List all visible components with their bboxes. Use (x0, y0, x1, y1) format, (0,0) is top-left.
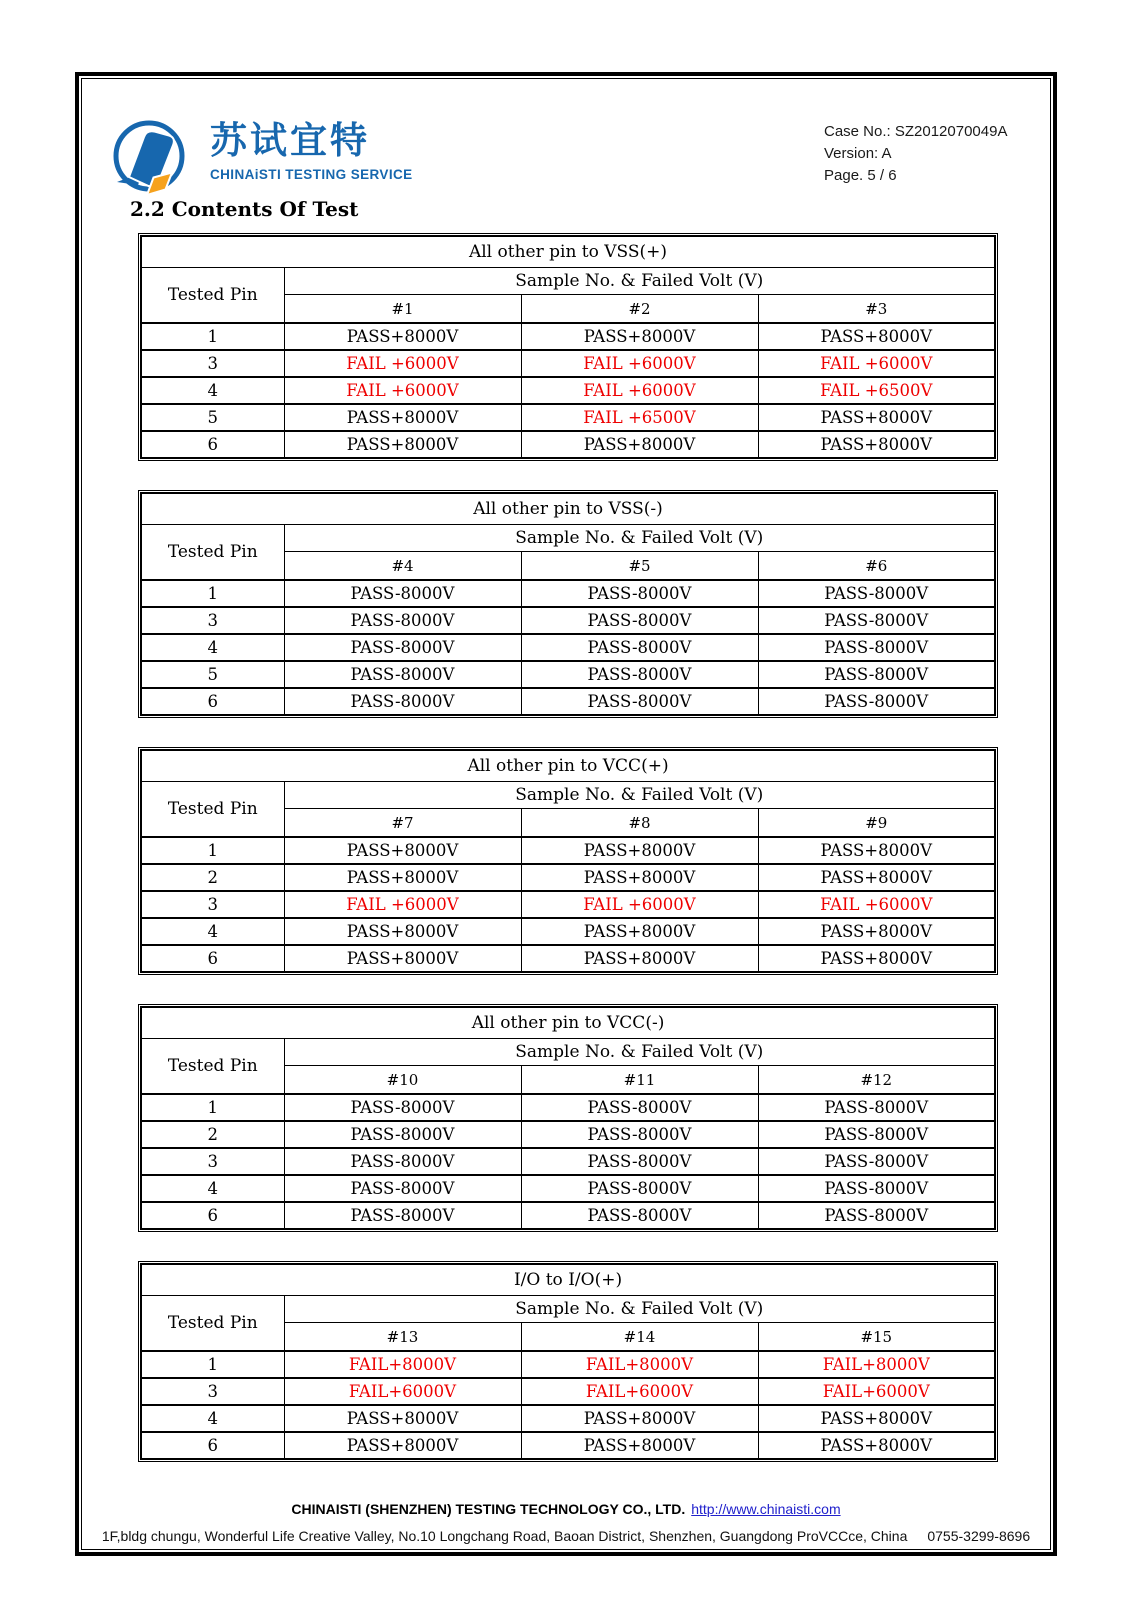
table-row (141, 404, 995, 431)
pin-cell: 1 (141, 837, 284, 864)
result-cell: PASS-8000V (758, 1202, 995, 1229)
result-cell: FAIL +6000V (284, 891, 521, 918)
result-cell: FAIL+6000V (284, 1378, 521, 1405)
table-row (141, 661, 995, 688)
tested-pin-header: Tested Pin (141, 782, 284, 838)
result-cell: PASS-8000V (521, 607, 758, 634)
result-cell: FAIL +6000V (521, 377, 758, 404)
table-header-row (141, 1296, 995, 1323)
pin-cell: 3 (141, 350, 284, 377)
result-cell: PASS-8000V (758, 1094, 995, 1121)
result-cell: PASS+8000V (758, 945, 995, 972)
result-cell: PASS-8000V (758, 1148, 995, 1175)
result-cell: PASS+8000V (758, 323, 995, 350)
result-cell: PASS+8000V (521, 323, 758, 350)
sample-span-header: Sample No. & Failed Volt (V) (284, 268, 995, 295)
table-row (141, 1351, 995, 1378)
result-cell: FAIL +6000V (521, 350, 758, 377)
pin-cell: 5 (141, 661, 284, 688)
result-cell: PASS-8000V (521, 1094, 758, 1121)
test-table-2 (140, 492, 996, 716)
pin-cell: 3 (141, 1148, 284, 1175)
result-cell: FAIL +6500V (758, 377, 995, 404)
version-label: Version: A (824, 145, 892, 162)
pin-cell: 5 (141, 404, 284, 431)
sample-span-header: Sample No. & Failed Volt (V) (284, 1039, 995, 1066)
pin-cell: 2 (141, 864, 284, 891)
table-header-row (141, 1039, 995, 1066)
table-row (141, 864, 995, 891)
result-cell: FAIL +6500V (521, 404, 758, 431)
table-row (141, 580, 995, 607)
result-cell: PASS-8000V (284, 1094, 521, 1121)
sample-span-header: Sample No. & Failed Volt (V) (284, 525, 995, 552)
result-cell: PASS+8000V (758, 431, 995, 458)
table-title-row (141, 493, 995, 525)
table-row (141, 377, 995, 404)
table-row (141, 891, 995, 918)
pin-cell: 1 (141, 323, 284, 350)
result-cell: PASS+8000V (284, 918, 521, 945)
table-row (141, 350, 995, 377)
result-cell: PASS+8000V (284, 323, 521, 350)
result-cell: PASS+8000V (758, 918, 995, 945)
table-row (141, 945, 995, 972)
result-cell: FAIL+6000V (758, 1378, 995, 1405)
result-cell: FAIL +6000V (521, 891, 758, 918)
result-cell: PASS-8000V (521, 580, 758, 607)
table-title: All other pin to VCC(+) (141, 750, 995, 782)
table-title-row (141, 1264, 995, 1296)
result-cell: PASS-8000V (284, 1148, 521, 1175)
result-cell: PASS-8000V (758, 688, 995, 715)
page-number: Page. 5 / 6 (824, 167, 897, 184)
table-header-row (141, 268, 995, 295)
result-cell: PASS-8000V (521, 1175, 758, 1202)
pin-cell: 1 (141, 1094, 284, 1121)
result-cell: FAIL +6000V (758, 350, 995, 377)
result-cell: PASS-8000V (284, 634, 521, 661)
tested-pin-header: Tested Pin (141, 525, 284, 581)
result-cell: PASS+8000V (758, 404, 995, 431)
pin-cell: 3 (141, 891, 284, 918)
table-title: All other pin to VSS(-) (141, 493, 995, 525)
result-cell: PASS+8000V (521, 945, 758, 972)
result-cell: PASS+8000V (284, 1405, 521, 1432)
table-title: All other pin to VCC(-) (141, 1007, 995, 1039)
result-cell: PASS+8000V (284, 837, 521, 864)
result-cell: PASS-8000V (284, 688, 521, 715)
pin-cell: 4 (141, 1175, 284, 1202)
pin-cell: 1 (141, 1351, 284, 1378)
logo-subtitle: CHINAiSTI TESTING SERVICE (210, 167, 413, 182)
sample-number-header: #9 (758, 809, 995, 838)
tables (140, 235, 1000, 1493)
case-info-block (824, 121, 1007, 187)
table-row (141, 1378, 995, 1405)
table-row (141, 431, 995, 458)
result-cell: PASS-8000V (284, 607, 521, 634)
section-title: 2.2 Contents Of Test (130, 197, 359, 221)
table-header-row (141, 782, 995, 809)
result-cell: FAIL +6000V (758, 891, 995, 918)
result-cell: PASS+8000V (758, 1432, 995, 1459)
pin-cell: 6 (141, 688, 284, 715)
result-cell: FAIL +6000V (284, 350, 521, 377)
sample-number-header: #15 (758, 1323, 995, 1352)
table-row (141, 323, 995, 350)
result-cell: PASS-8000V (521, 1148, 758, 1175)
result-cell: PASS+8000V (521, 431, 758, 458)
table-title: All other pin to VSS(+) (141, 236, 995, 268)
sample-number-header: #4 (284, 552, 521, 581)
table-row (141, 1405, 995, 1432)
table-row (141, 1148, 995, 1175)
result-cell: PASS-8000V (521, 688, 758, 715)
page-footer (82, 1501, 1050, 1544)
sample-number-header: #7 (284, 809, 521, 838)
footer-address: 1F,bldg chungu, Wonderful Life Creative Valley, No.10 Longchang Road, Baoan District, Shenzhen, Guangdong ProVCCce, China (101, 1528, 908, 1544)
result-cell: PASS+8000V (284, 1432, 521, 1459)
logo-chinese-name: 苏试宜特 (210, 120, 370, 161)
sample-number-header: #13 (284, 1323, 521, 1352)
pin-cell: 4 (141, 918, 284, 945)
case-number: Case No.: SZ2012070049A (824, 123, 1008, 140)
footer-phone: 0755-3299-8696 (927, 1528, 1031, 1544)
result-cell: PASS+8000V (521, 1405, 758, 1432)
sample-span-header: Sample No. & Failed Volt (V) (284, 1296, 995, 1323)
pin-cell: 6 (141, 431, 284, 458)
logo-text (210, 115, 413, 182)
result-cell: PASS-8000V (284, 1121, 521, 1148)
table-row (141, 1175, 995, 1202)
result-cell: PASS+8000V (284, 431, 521, 458)
pin-cell: 3 (141, 1378, 284, 1405)
table-row (141, 607, 995, 634)
table-row (141, 1121, 995, 1148)
pin-cell: 6 (141, 945, 284, 972)
result-cell: PASS-8000V (758, 607, 995, 634)
table-title-row (141, 1007, 995, 1039)
sample-number-header: #5 (521, 552, 758, 581)
table-title: I/O to I/O(+) (141, 1264, 995, 1296)
result-cell: PASS+8000V (521, 864, 758, 891)
result-cell: PASS-8000V (284, 1202, 521, 1229)
test-table-4 (140, 1006, 996, 1230)
result-cell: FAIL+8000V (284, 1351, 521, 1378)
footer-company-line (82, 1501, 1050, 1517)
table-header-row (141, 525, 995, 552)
result-cell: FAIL+6000V (521, 1378, 758, 1405)
result-cell: PASS+8000V (521, 837, 758, 864)
result-cell: PASS-8000V (758, 661, 995, 688)
table-row (141, 918, 995, 945)
tested-pin-header: Tested Pin (141, 1039, 284, 1095)
result-cell: PASS-8000V (758, 1121, 995, 1148)
page-inner-border (81, 78, 1051, 1550)
sample-number-header: #8 (521, 809, 758, 838)
footer-website-link[interactable]: http://www.chinaisti.com (691, 1501, 841, 1517)
pin-cell: 4 (141, 634, 284, 661)
result-cell: PASS-8000V (758, 580, 995, 607)
pin-cell: 6 (141, 1202, 284, 1229)
document-page (75, 72, 1057, 1556)
result-cell: PASS-8000V (758, 1175, 995, 1202)
sample-span-header: Sample No. & Failed Volt (V) (284, 782, 995, 809)
company-logo (108, 115, 413, 197)
pin-cell: 4 (141, 377, 284, 404)
result-cell: PASS+8000V (758, 1405, 995, 1432)
result-cell: PASS+8000V (284, 945, 521, 972)
table-row (141, 634, 995, 661)
result-cell: FAIL +6000V (284, 377, 521, 404)
table-row (141, 1094, 995, 1121)
result-cell: PASS+8000V (284, 404, 521, 431)
tested-pin-header: Tested Pin (141, 268, 284, 324)
sample-number-header: #6 (758, 552, 995, 581)
result-cell: PASS-8000V (521, 1202, 758, 1229)
sample-number-header: #2 (521, 295, 758, 324)
table-row (141, 688, 995, 715)
pin-cell: 1 (141, 580, 284, 607)
result-cell: PASS+8000V (521, 918, 758, 945)
sample-number-header: #10 (284, 1066, 521, 1095)
table-row (141, 1432, 995, 1459)
result-cell: PASS-8000V (758, 634, 995, 661)
pin-cell: 6 (141, 1432, 284, 1459)
result-cell: PASS+8000V (521, 1432, 758, 1459)
logo-mark-icon (108, 115, 200, 197)
result-cell: PASS-8000V (521, 661, 758, 688)
sample-number-header: #12 (758, 1066, 995, 1095)
table-title-row (141, 236, 995, 268)
result-cell: PASS-8000V (284, 580, 521, 607)
sample-number-header: #11 (521, 1066, 758, 1095)
test-table-3 (140, 749, 996, 973)
result-cell: PASS-8000V (521, 1121, 758, 1148)
footer-company-name: CHINAISTI (SHENZHEN) TESTING TECHNOLOGY CO., LTD. (291, 1501, 686, 1517)
pin-cell: 3 (141, 607, 284, 634)
footer-address-line (82, 1528, 1050, 1544)
result-cell: PASS+8000V (758, 864, 995, 891)
table-row (141, 1202, 995, 1229)
test-table-5 (140, 1263, 996, 1460)
pin-cell: 2 (141, 1121, 284, 1148)
pin-cell: 4 (141, 1405, 284, 1432)
table-row (141, 837, 995, 864)
result-cell: PASS-8000V (521, 634, 758, 661)
result-cell: FAIL+8000V (521, 1351, 758, 1378)
sample-number-header: #3 (758, 295, 995, 324)
result-cell: FAIL+8000V (758, 1351, 995, 1378)
result-cell: PASS+8000V (284, 864, 521, 891)
tested-pin-header: Tested Pin (141, 1296, 284, 1352)
result-cell: PASS+8000V (758, 837, 995, 864)
result-cell: PASS-8000V (284, 1175, 521, 1202)
sample-number-header: #14 (521, 1323, 758, 1352)
sample-number-header: #1 (284, 295, 521, 324)
test-table-1 (140, 235, 996, 459)
table-title-row (141, 750, 995, 782)
result-cell: PASS-8000V (284, 661, 521, 688)
